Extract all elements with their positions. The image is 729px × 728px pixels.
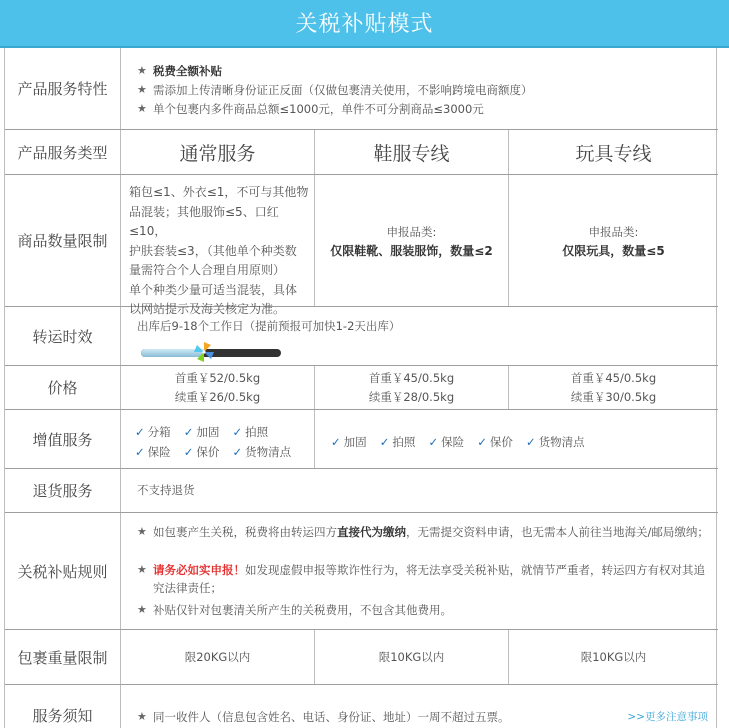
check-icon: ✓ xyxy=(477,435,487,449)
row-price xyxy=(5,366,718,410)
feature-item: ★ 单个包裹内多件商品总额≤1000元，单件不可分割商品≤3000元 xyxy=(137,102,484,116)
vas-item: ✓ 保价 xyxy=(477,435,513,449)
vas-item: ✓ 货物清点 xyxy=(525,435,585,449)
row-label: 转运时效 xyxy=(5,307,121,365)
row-label: 服务须知 xyxy=(5,685,121,728)
quantity-toys: 申报品类: 仅限玩具，数量≤5 xyxy=(562,224,665,258)
star-icon: ★ xyxy=(137,525,147,538)
vas-item: ✓ 分箱 xyxy=(135,425,171,439)
check-icon: ✓ xyxy=(428,435,439,449)
vas-item: ✓ 保价 xyxy=(183,445,220,459)
price-toys: 首重￥45/0.5kg 续重￥30/0.5kg xyxy=(570,370,657,404)
row-label: 增值服务 xyxy=(5,410,121,468)
check-icon: ✓ xyxy=(183,425,194,439)
pinwheel-icon xyxy=(192,340,216,364)
transit-cell: 出库后9-18个工作日（提前预报可加快1-2天出库） xyxy=(121,307,718,365)
rule-item: ★ 如包裹产生关税，税费将由转运四方直接代为缴纳，无需提交资料申请，也无需本人前往当地海关/邮局缴纳； xyxy=(137,525,709,539)
page-title: 关税补贴模式 xyxy=(295,12,434,37)
rule-item: ★ 补贴仅针对包裹清关所产生的关税费用，不包含其他费用。 xyxy=(137,603,452,617)
row-label: 商品数量限制 xyxy=(5,175,121,306)
check-icon: ✓ xyxy=(232,425,243,439)
vas-item: ✓ 货物清点 xyxy=(232,445,292,459)
check-icon: ✓ xyxy=(135,445,145,459)
row-label: 包裹重量限制 xyxy=(5,630,121,684)
vas-item: ✓ 保险 xyxy=(428,435,465,449)
rules-cell xyxy=(121,513,718,629)
row-rules xyxy=(5,513,718,630)
row-weight xyxy=(5,630,718,685)
returns-cell: 不支持退货 xyxy=(137,483,195,497)
row-transit xyxy=(5,307,718,366)
row-label: 产品服务类型 xyxy=(5,130,121,174)
star-icon: ★ xyxy=(137,563,147,576)
row-label: 价格 xyxy=(5,366,121,409)
more-notices-link[interactable]: >>更多注意事项 xyxy=(627,711,708,723)
service-shoes: 鞋服专线 xyxy=(315,130,509,174)
vas-item: ✓ 拍照 xyxy=(379,435,416,449)
notice-cell xyxy=(121,685,718,728)
vas-item: ✓ 加固 xyxy=(331,435,367,449)
service-toys: 玩具专线 xyxy=(575,142,652,165)
service-table xyxy=(4,48,717,728)
vas-normal xyxy=(121,410,315,468)
page-header xyxy=(0,0,729,48)
price-normal: 首重￥52/0.5kg 续重￥26/0.5kg xyxy=(121,366,315,409)
vas-item: ✓ 加固 xyxy=(183,425,220,439)
features-cell xyxy=(121,48,718,129)
star-icon: ★ xyxy=(137,83,147,96)
check-icon: ✓ xyxy=(525,435,536,449)
weight-toys: 限10KG以内 xyxy=(580,649,647,664)
weight-shoes: 限10KG以内 xyxy=(315,630,509,684)
star-icon: ★ xyxy=(137,102,147,115)
check-icon: ✓ xyxy=(331,435,341,449)
vas-item: ✓ 保险 xyxy=(135,445,171,459)
check-icon: ✓ xyxy=(379,435,390,449)
feature-item: ★ 税费全额补贴 xyxy=(137,64,222,78)
row-quantity xyxy=(5,175,718,316)
row-notice xyxy=(5,685,718,728)
row-label: 产品服务特性 xyxy=(5,48,121,129)
vas-item: ✓ 拍照 xyxy=(232,425,269,439)
vas-special xyxy=(315,410,718,468)
row-features xyxy=(5,48,718,130)
feature-item: ★ 需添加上传清晰身份证正反面（仅做包裹清关使用，不影响跨境电商额度） xyxy=(137,83,533,97)
notice-item: ★ 同一收件人（信息包含姓名、电话、身份证、地址）一周不超过五票。 xyxy=(137,710,510,724)
star-icon: ★ xyxy=(137,64,147,77)
check-icon: ✓ xyxy=(135,425,145,439)
check-icon: ✓ xyxy=(232,445,243,459)
weight-normal: 限20KG以内 xyxy=(121,630,315,684)
rule-item: ★ 请务必如实申报！如发现虚假申报等欺诈性行为，将无法享受关税补贴，就情节严重者，转运四方有权对其追究法律责任； xyxy=(137,563,705,595)
quantity-normal: 箱包≤1、外衣≤1，不可与其他物 品混装；其他服饰≤5、口红≤10， 护肤套装≤3，（其他单个种类数 量需符合个人合理自用原则） 单个种类少量可适当混装，具体 以网站提示及海关核定为准。 xyxy=(121,175,315,306)
price-shoes: 首重￥45/0.5kg 续重￥28/0.5kg xyxy=(315,366,509,409)
check-icon: ✓ xyxy=(183,445,194,459)
star-icon: ★ xyxy=(137,603,147,616)
row-label: 退货服务 xyxy=(5,469,121,512)
star-icon: ★ xyxy=(137,710,147,723)
row-vas xyxy=(5,410,718,469)
quantity-shoes: 申报品类: 仅限鞋靴、服装服饰，数量≤2 xyxy=(315,175,509,306)
service-normal: 通常服务 xyxy=(121,130,315,174)
row-returns xyxy=(5,469,718,513)
row-label: 关税补贴规则 xyxy=(5,513,121,629)
row-service-type xyxy=(5,130,718,175)
